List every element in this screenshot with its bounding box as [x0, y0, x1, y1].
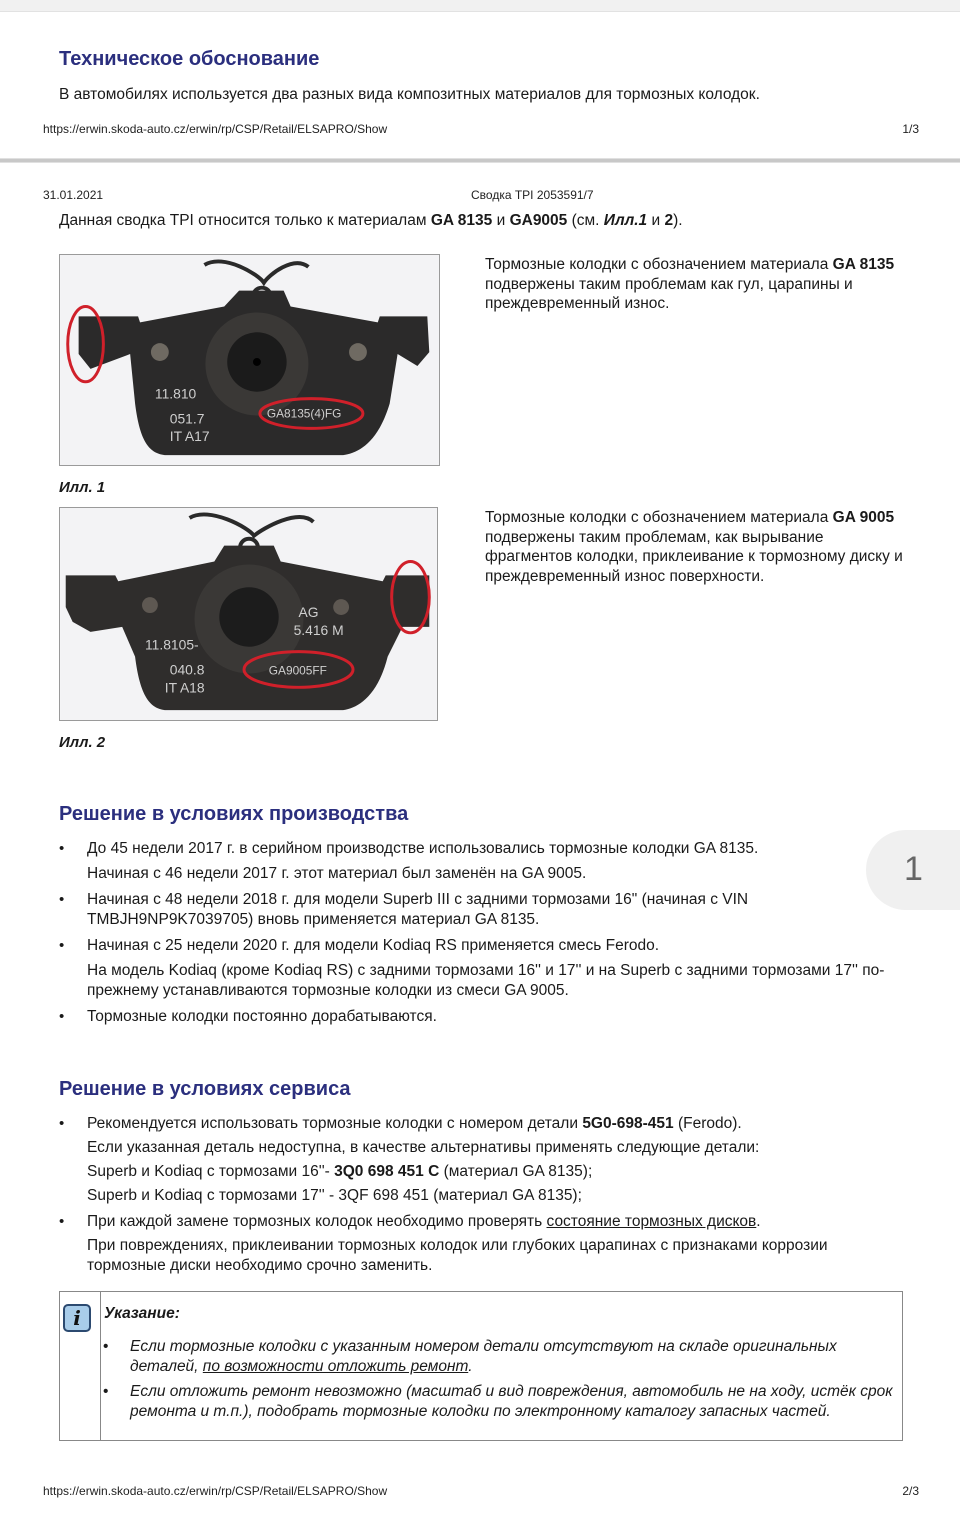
pad-marking: 11.810 [154, 385, 197, 402]
figure-ref-2: 2 [664, 212, 674, 229]
section-title-service: Решение в условиях сервиса [59, 1078, 351, 1100]
info-glyph: i [73, 1306, 81, 1330]
item-subtext: На модель Kodiaq (кроме Kodiaq RS) с задними тормозами 16'' и 17'' и на Superb с задними тормозами 17'' по-прежнему устанавливаются тормозные колодки из смеси GA 9005. [87, 962, 885, 999]
service-list [59, 1114, 909, 1282]
figure-2-caption: Илл. 2 [59, 734, 106, 751]
svg-text:IT A17: IT A17 [169, 428, 210, 445]
section-title-production: Решение в условиях производства [59, 803, 409, 825]
note-item [103, 1382, 893, 1422]
intro-end: ). [673, 212, 683, 229]
figure-1-description [485, 255, 905, 314]
item-text: Рекомендуется использовать тормозные колодки с номером детали [87, 1115, 583, 1132]
brake-pad-image-2 [60, 508, 437, 720]
section-title-technical: Техническое обоснование [59, 48, 320, 70]
alt-16-label: Superb и Kodiaq с тормозами 16''- [87, 1163, 335, 1180]
part-number-primary: 5G0-698-451 [582, 1115, 674, 1132]
intro-and: и [647, 212, 665, 229]
svg-text:051.7: 051.7 [169, 410, 205, 427]
svg-text:AG: AG [298, 603, 319, 620]
alt-part-17: Superb и Kodiaq с тормозами 17'' - 3QF 698 451 (материал GA 8135); [87, 1187, 582, 1204]
desc-post: подвержены таким проблемам, как вырывание фрагментов колодки, приклеивание к тормозному диску и преждевременный износ поверхности. [485, 528, 903, 585]
material-ga9005: GA9005 [509, 212, 568, 229]
page-indicator-tab[interactable] [866, 830, 960, 910]
item-subtext: Начиная с 46 недели 2017 г. этот материал был заменён на GA 9005. [87, 865, 587, 882]
note-text-end: . [468, 1358, 473, 1375]
note-list [103, 1337, 893, 1427]
brake-disc-condition-link[interactable]: состояние тормозных дисков [546, 1213, 757, 1230]
figure-2-description [485, 508, 905, 586]
svg-text:040.8: 040.8 [169, 661, 205, 678]
header-doc-id: Сводка TPI 2053591/7 [471, 188, 594, 202]
figure-1-caption: Илл. 1 [59, 479, 106, 496]
alt-intro: Если указанная деталь недоступна, в качестве альтернативы применять следующие детали: [87, 1139, 760, 1156]
list-item [59, 936, 909, 1001]
note-text: Если тормозные колодки с указанным номером детали отсутствуют на складе оригинальных деталей, [130, 1338, 837, 1375]
list-item [59, 1007, 909, 1027]
footer-page-number: 1/3 [902, 122, 919, 136]
intro-text [59, 211, 683, 231]
info-icon [63, 1304, 91, 1332]
alt-16-material: (материал GA 8135); [439, 1163, 593, 1180]
desc-material: GA 9005 [832, 509, 895, 526]
note-divider [100, 1292, 101, 1440]
item-text: Начиная с 25 недели 2020 г. для модели Kodiaq RS применяется смесь Ferodo. [87, 937, 660, 954]
desc-pre: Тормозные колодки с обозначением материала [485, 509, 833, 526]
desc-pre: Тормозные колодки с обозначением материала [485, 256, 833, 273]
list-item [59, 890, 909, 930]
alt-part-16 [87, 1162, 909, 1182]
list-item [59, 839, 909, 884]
desc-post: подвержены таким проблемам как гул, царапины и преждевременный износ. [485, 275, 853, 312]
footer-url[interactable]: https://erwin.skoda-auto.cz/erwin/rp/CSP/Retail/ELSAPRO/Show [43, 122, 388, 136]
item-text-end: (Ferodo). [673, 1115, 742, 1132]
svg-text:IT A18: IT A18 [164, 679, 205, 696]
item-text-end: . [756, 1213, 761, 1230]
note-title: Указание: [104, 1305, 180, 1322]
note-text: Если отложить ремонт невозможно (масштаб и вид повреждения, автомобиль не на ходу, истёк срок ремонта и т.п.), подобрать тормозные колодки по электронному каталогу запасных частей. [130, 1383, 893, 1420]
desc-material: GA 8135 [832, 256, 895, 273]
svg-text:GA8135(4)FG: GA8135(4)FG [266, 406, 342, 421]
list-item [59, 1114, 909, 1206]
svg-text:GA9005FF: GA9005FF [268, 663, 327, 678]
figure-1-brake-pad-photo [59, 254, 440, 466]
brake-pad-image-1 [60, 255, 439, 465]
svg-text:11.8105-: 11.8105- [144, 636, 199, 653]
note-box [59, 1291, 903, 1441]
material-ga8135: GA 8135 [430, 212, 493, 229]
note-item [103, 1337, 893, 1377]
top-strip [0, 0, 960, 12]
svg-text:5.416 M: 5.416 M [293, 621, 344, 638]
item-text: Начиная с 48 недели 2018 г. для модели Superb III с задними тормозами 16" (начиная с VIN TMBJH9NP9K7039705) вновь применяется материал GA 8135. [87, 891, 749, 928]
footer-page-number: 2/3 [902, 1484, 919, 1498]
page-indicator-number: 1 [904, 850, 923, 888]
production-list [59, 839, 909, 1033]
figure-ref-1: Илл.1 [603, 212, 648, 229]
figure-2-brake-pad-photo [59, 507, 438, 721]
footer-url[interactable]: https://erwin.skoda-auto.cz/erwin/rp/CSP/Retail/ELSAPRO/Show [43, 1484, 388, 1498]
page-separator [0, 158, 960, 163]
list-item [59, 1212, 909, 1276]
item-subtext: При повреждениях, приклеивании тормозных колодок или глубоких царапинах с признаками коррозии тормозные диски необходимо срочно заменить. [87, 1237, 828, 1274]
technical-text: В автомобилях используется два разных вида композитных материалов для тормозных колодок. [59, 86, 760, 103]
item-text: До 45 недели 2017 г. в серийном производстве использовались тормозные колодки GA 8135. [87, 840, 759, 857]
header-date: 31.01.2021 [43, 188, 104, 202]
intro-pre: Данная сводка TPI относится только к материалам [59, 212, 431, 229]
item-text: При каждой замене тормозных колодок необходимо проверять [87, 1213, 547, 1230]
page-footer-2 [43, 1484, 919, 1498]
postpone-repair-link[interactable]: по возможности отложить ремонт [202, 1358, 469, 1375]
item-text: Тормозные колодки постоянно дорабатываются. [87, 1008, 437, 1025]
intro-mid: и [492, 212, 510, 229]
page-footer-1 [43, 122, 919, 136]
intro-post: (см. [567, 212, 604, 229]
part-number-16: 3Q0 698 451 C [334, 1163, 440, 1180]
